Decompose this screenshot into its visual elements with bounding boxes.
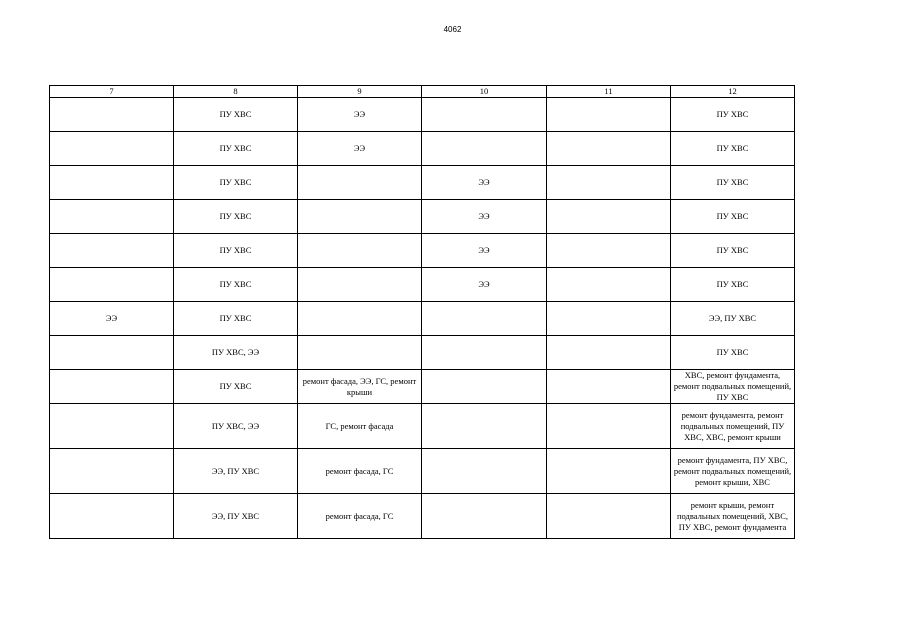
table-row (50, 200, 795, 234)
table-cell (547, 370, 671, 404)
table-cell: ПУ ХВС, ЭЭ (174, 336, 298, 370)
table-cell: ремонт крыши, ремонт подвальных помещений, ХВС, ПУ ХВС, ремонт фундамента (671, 494, 795, 539)
column-header: 7 (50, 86, 174, 98)
table-cell: ЭЭ, ПУ ХВС (671, 302, 795, 336)
table-cell (50, 98, 174, 132)
table-cell (50, 404, 174, 449)
table-cell (50, 166, 174, 200)
column-header: 11 (547, 86, 671, 98)
table-cell: ПУ ХВС (671, 268, 795, 302)
table-cell: ЭЭ (422, 234, 547, 268)
table-cell: ПУ ХВС (174, 370, 298, 404)
table-cell (547, 98, 671, 132)
page-number: 4062 (443, 25, 462, 34)
table-cell (547, 166, 671, 200)
table-cell (422, 132, 547, 166)
table-header-row (50, 86, 795, 98)
table-row (50, 234, 795, 268)
table-cell: ХВС, ремонт фундамента, ремонт подвальных помещений, ПУ ХВС (671, 370, 795, 404)
table-cell (547, 336, 671, 370)
table-cell: ЭЭ (422, 166, 547, 200)
table-row (50, 370, 795, 404)
table-cell (298, 234, 422, 268)
table-cell: ремонт фасада, ГС (298, 449, 422, 494)
table-cell (298, 336, 422, 370)
table-cell: ПУ ХВС (174, 98, 298, 132)
table-cell (547, 268, 671, 302)
table-cell: ремонт фундамента, ПУ ХВС, ремонт подвальных помещений, ремонт крыши, ХВС (671, 449, 795, 494)
table-row (50, 98, 795, 132)
column-header: 9 (298, 86, 422, 98)
table-cell: ПУ ХВС (671, 234, 795, 268)
table-cell: ПУ ХВС (671, 336, 795, 370)
column-header: 10 (422, 86, 547, 98)
table-row (50, 404, 795, 449)
table-cell: ПУ ХВС (174, 234, 298, 268)
table-cell: ПУ ХВС (174, 302, 298, 336)
table-cell (50, 200, 174, 234)
table-cell: ЭЭ (422, 200, 547, 234)
table-cell (547, 302, 671, 336)
table-cell: ПУ ХВС, ЭЭ (174, 404, 298, 449)
table-cell: ремонт фасада, ГС (298, 494, 422, 539)
table-cell: ремонт фасада, ЭЭ, ГС, ремонт крыши (298, 370, 422, 404)
table-cell: ремонт фундамента, ремонт подвальных помещений, ПУ ХВС, ХВС, ремонт крыши (671, 404, 795, 449)
table-cell (50, 449, 174, 494)
table-row (50, 166, 795, 200)
table-cell (298, 268, 422, 302)
table-cell (547, 449, 671, 494)
table-row (50, 268, 795, 302)
table-row (50, 494, 795, 539)
table-cell: ЭЭ, ПУ ХВС (174, 449, 298, 494)
table-row (50, 302, 795, 336)
table-cell: ЭЭ (422, 268, 547, 302)
table-cell (422, 494, 547, 539)
table-cell: ПУ ХВС (174, 166, 298, 200)
table-cell (50, 132, 174, 166)
table-cell (50, 268, 174, 302)
table-cell: ПУ ХВС (671, 98, 795, 132)
table-cell: ЭЭ (50, 302, 174, 336)
table-cell (298, 200, 422, 234)
table-cell: ЭЭ (298, 98, 422, 132)
table-cell (298, 302, 422, 336)
table-cell (422, 336, 547, 370)
table-cell: ПУ ХВС (671, 132, 795, 166)
table-row (50, 132, 795, 166)
table-cell (547, 494, 671, 539)
table-cell (422, 404, 547, 449)
table-cell (547, 404, 671, 449)
table-cell: ПУ ХВС (671, 166, 795, 200)
table-cell (50, 370, 174, 404)
table-cell (547, 234, 671, 268)
table-cell: ПУ ХВС (174, 200, 298, 234)
column-header: 8 (174, 86, 298, 98)
table-cell: ЭЭ (298, 132, 422, 166)
table-cell: ЭЭ, ПУ ХВС (174, 494, 298, 539)
data-table (49, 85, 795, 539)
column-header: 12 (671, 86, 795, 98)
table-cell: ПУ ХВС (671, 200, 795, 234)
table-row (50, 336, 795, 370)
table-cell (50, 234, 174, 268)
table-cell: ПУ ХВС (174, 132, 298, 166)
table-cell (50, 494, 174, 539)
table-cell: ПУ ХВС (174, 268, 298, 302)
table-cell (298, 166, 422, 200)
table-cell: ГС, ремонт фасада (298, 404, 422, 449)
table-cell (547, 132, 671, 166)
table-cell (547, 200, 671, 234)
table-cell (422, 370, 547, 404)
table-cell (422, 98, 547, 132)
table-cell (422, 302, 547, 336)
table-cell (50, 336, 174, 370)
table-row (50, 449, 795, 494)
table-cell (422, 449, 547, 494)
